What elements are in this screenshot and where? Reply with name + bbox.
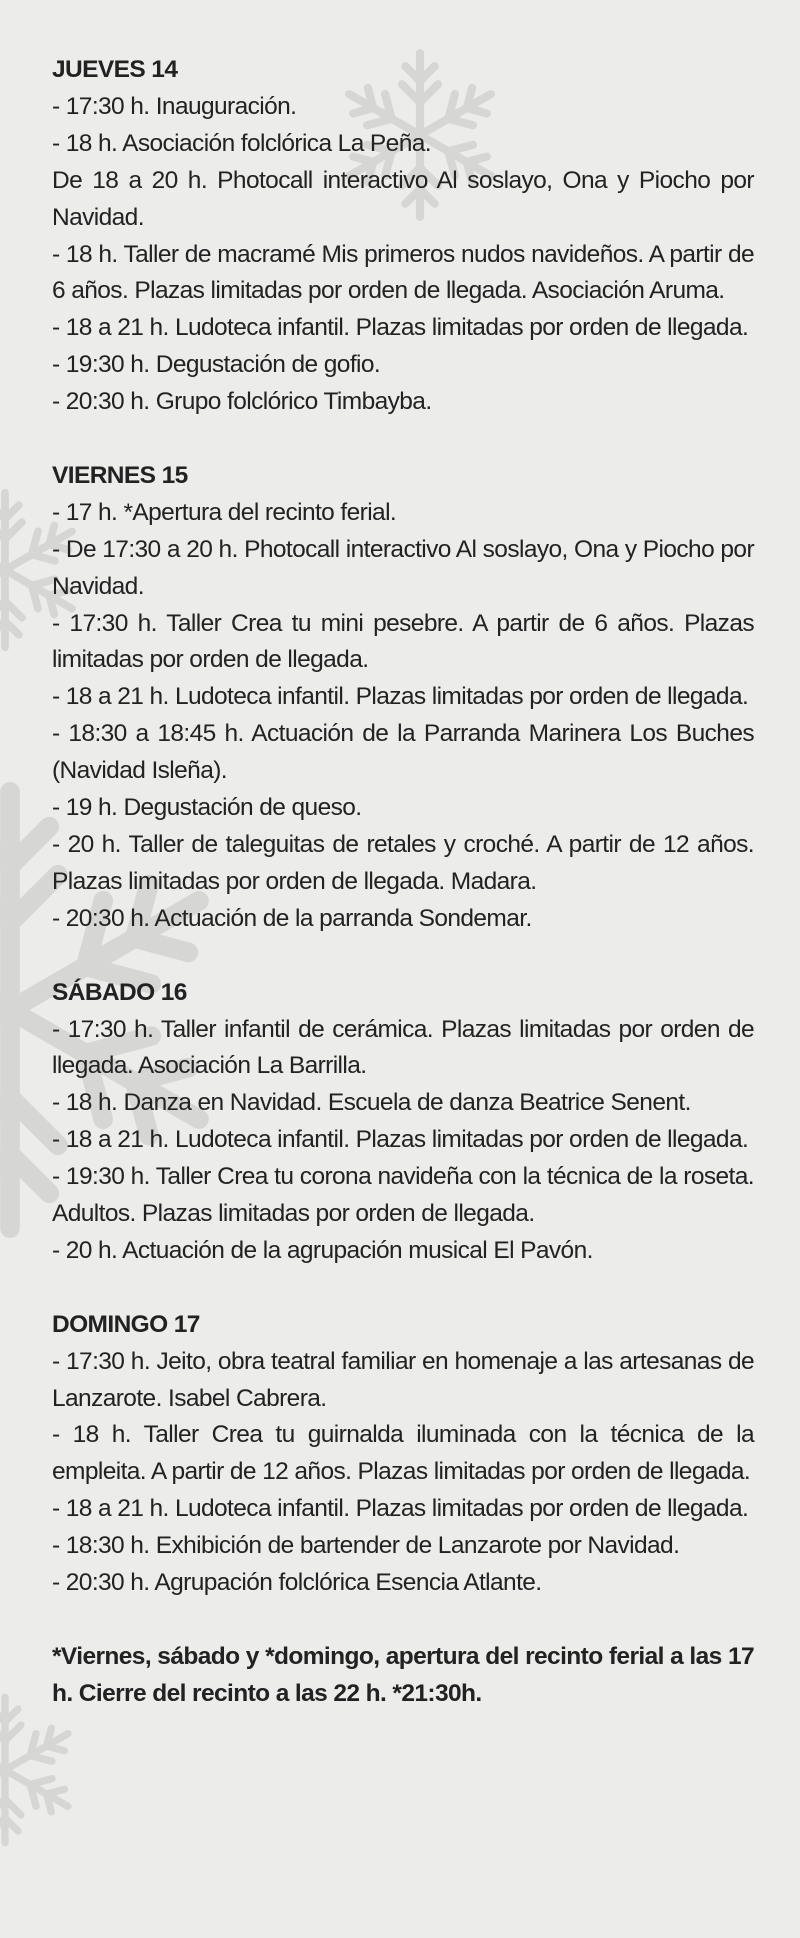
event-item: - 18 a 21 h. Ludoteca infantil. Plazas limitadas por orden de llegada. — [52, 314, 749, 342]
event-item: - 18 a 21 h. Ludoteca infantil. Plazas limitadas por orden de llegada. — [52, 1495, 749, 1523]
event-item: - 18:30 h. Exhibición de bartender de Lanzarote por Navidad. — [52, 1532, 680, 1560]
event-item: - 20:30 h. Agrupación folclórica Esencia Atlante. — [52, 1569, 542, 1597]
days-list — [52, 52, 754, 1602]
event-item: - 17:30 h. Taller Crea tu mini pesebre. A partir de 6 años. Plazas limitadas por orden de llegada. — [52, 609, 754, 674]
day-title: DOMINGO 17 — [52, 1310, 200, 1338]
event-item: - 18:30 a 18:45 h. Actuación de la Parranda Marinera Los Buches (Navidad Isleña). — [52, 720, 754, 785]
program-content — [52, 52, 754, 1713]
event-item: - De 17:30 a 20 h. Photocall interactivo Al soslayo, Ona y Piocho por Navidad. — [52, 535, 754, 600]
event-item: - 18 h. Taller Crea tu guirnalda iluminada con la técnica de la empleita. A partir de 12 años. Plazas limitadas por orden de llegada. — [52, 1421, 754, 1486]
event-item: - 18 a 21 h. Ludoteca infantil. Plazas limitadas por orden de llegada. — [52, 1126, 749, 1154]
day-section — [52, 52, 754, 421]
event-item: - 19 h. Degustación de queso. — [52, 794, 362, 822]
event-item: - 19:30 h. Taller Crea tu corona navideña con la técnica de la roseta. Adultos. Plazas limitadas por orden de llegada. — [52, 1163, 754, 1228]
event-item: - 17:30 h. Inauguración. — [52, 92, 297, 120]
event-item: - 18 h. Taller de macramé Mis primeros nudos navideños. A partir de 6 años. Plazas limitadas por orden de llegada. Asociación Aruma. — [52, 240, 754, 305]
event-item: - 20:30 h. Grupo folclórico Timbayba. — [52, 388, 432, 416]
day-title: SÁBADO 16 — [52, 978, 187, 1006]
event-item: - 18 h. Danza en Navidad. Escuela de danza Beatrice Senent. — [52, 1089, 691, 1117]
event-item: - 17:30 h. Jeito, obra teatral familiar en homenaje a las artesanas de Lanzarote. Isabel Cabrera. — [52, 1347, 754, 1412]
event-item: - 20 h. Actuación de la agrupación musical El Pavón. — [52, 1236, 593, 1264]
event-item: - 20 h. Taller de taleguitas de retales y croché. A partir de 12 años. Plazas limitadas por orden de llegada. Madara. — [52, 831, 754, 895]
event-item: - 20:30 h. Actuación de la parranda Sondemar. — [52, 904, 532, 932]
day-section — [52, 458, 754, 938]
event-item: De 18 a 20 h. Photocall interactivo Al soslayo, Ona y Piocho por Navidad. — [52, 166, 754, 231]
snowflake-icon-bottom-left — [0, 1690, 85, 1850]
footnote: *Viernes, sábado y *domingo, apertura del recinto ferial a las 17 h. Cierre del recinto a las 22 h. *21:30h. — [52, 1642, 754, 1707]
event-item: - 19:30 h. Degustación de gofio. — [52, 351, 381, 379]
day-title: VIERNES 15 — [52, 461, 188, 489]
day-title: JUEVES 14 — [52, 56, 178, 83]
event-item: - 17:30 h. Taller infantil de cerámica. Plazas limitadas por orden de llegada. Asociación La Barrilla. — [52, 1015, 754, 1080]
day-section — [52, 975, 754, 1270]
event-item: - 18 a 21 h. Ludoteca infantil. Plazas limitadas por orden de llegada. — [52, 683, 749, 711]
event-item: - 17 h. *Apertura del recinto ferial. — [52, 498, 397, 526]
event-item: - 18 h. Asociación folclórica La Peña. — [52, 129, 431, 157]
day-section — [52, 1307, 754, 1602]
